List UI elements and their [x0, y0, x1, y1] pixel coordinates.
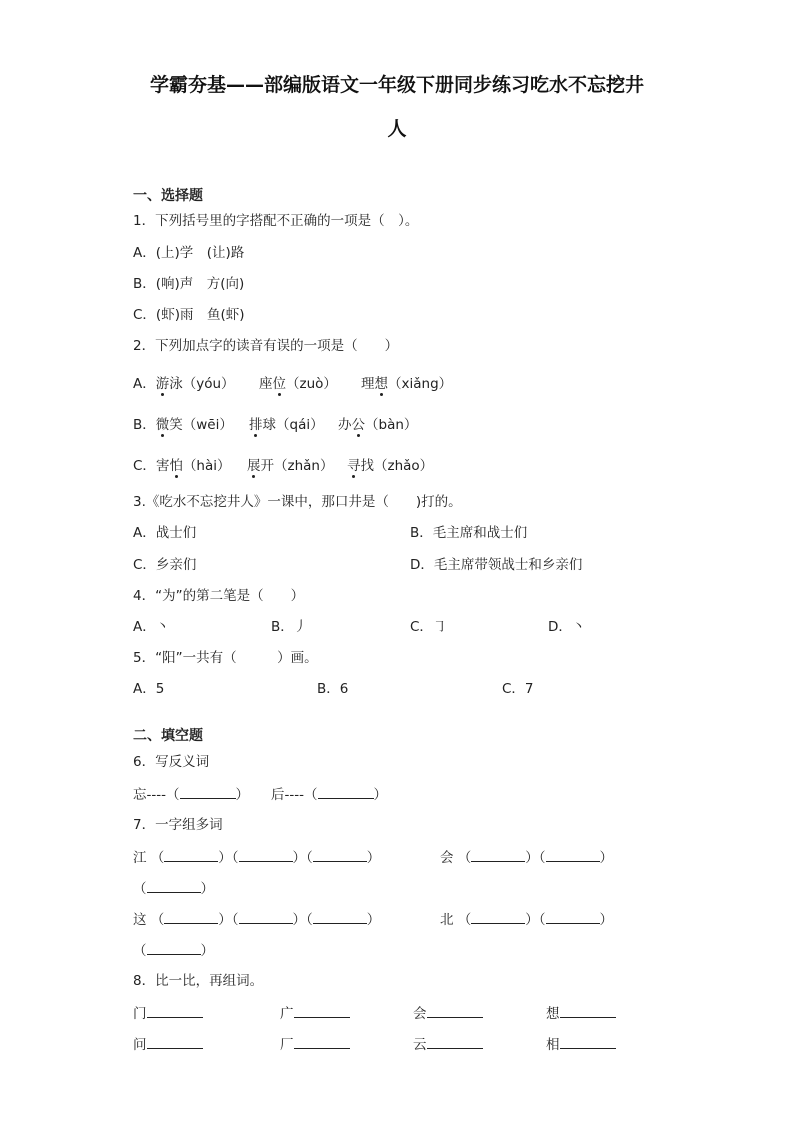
compare-char: 相 — [546, 1037, 560, 1053]
answer-blank[interactable] — [294, 1034, 350, 1049]
compare-char: 云 — [413, 1037, 427, 1053]
option-text: 找（zhǎo） — [360, 458, 434, 474]
question-5-option-c: C．7 — [502, 681, 534, 697]
answer-blank[interactable] — [239, 909, 293, 924]
paren-close: ） — [218, 850, 232, 866]
compare-char: 厂 — [280, 1037, 294, 1053]
paren-open: （ — [133, 881, 147, 897]
paren-open: （ — [306, 912, 313, 928]
question-8-row2-item3 — [413, 1034, 483, 1054]
answer-blank[interactable] — [560, 1003, 616, 1018]
option-label: C． — [133, 458, 156, 474]
dotted-char: 排 — [249, 417, 263, 433]
question-5-stem: 5．“阳”一共有（ ）画。 — [133, 650, 318, 666]
question-7-stem: 7．一字组多词 — [133, 817, 223, 833]
paren-open: （ — [231, 850, 239, 866]
paren-close: ） — [200, 881, 214, 897]
answer-blank[interactable] — [427, 1034, 483, 1049]
answer-blank[interactable] — [180, 784, 236, 799]
paren-close: ） — [525, 912, 539, 928]
question-7-row1-left — [133, 847, 380, 867]
paren-open: （ — [457, 912, 472, 928]
answer-blank[interactable] — [318, 784, 374, 799]
question-7-row1-right — [440, 847, 613, 867]
question-8-row2-item4 — [546, 1034, 616, 1054]
dotted-char: 位 — [272, 376, 286, 392]
question-6-item-1 — [133, 784, 249, 804]
question-7-row2-left — [133, 909, 380, 929]
paren-close: ） — [366, 850, 381, 866]
answer-blank[interactable] — [546, 909, 600, 924]
paren-open: （ — [538, 912, 546, 928]
antonym-prompt: 忘----（ — [133, 787, 180, 803]
question-2-option-b — [133, 416, 233, 434]
paren-open: （ — [457, 850, 472, 866]
dotted-char: 公 — [351, 417, 365, 433]
paren-close: ） — [292, 850, 307, 866]
question-2-option-b-word3 — [338, 416, 417, 434]
paren-close: ） — [525, 850, 539, 866]
compare-char: 广 — [280, 1006, 294, 1022]
question-7-row2-wrap — [133, 940, 214, 960]
question-7-row1-wrap — [133, 878, 214, 898]
question-1-option-a: A．(上)学 (让)路 — [133, 245, 245, 261]
question-4-stem: 4．“为”的第二笔是（ ） — [133, 588, 305, 604]
paren-open: （ — [133, 943, 147, 959]
answer-blank[interactable] — [313, 847, 367, 862]
answer-blank[interactable] — [546, 847, 600, 862]
question-8-row1-item3 — [413, 1003, 483, 1023]
question-1-option-b: B．(响)声 方(向) — [133, 276, 245, 292]
prompt-char: 会 — [440, 850, 454, 866]
paren-open: （ — [231, 912, 239, 928]
dotted-char: 想 — [374, 376, 388, 392]
compare-char: 想 — [546, 1006, 560, 1022]
option-text: （xiǎng） — [388, 376, 453, 392]
question-1-option-c: C．(虾)雨 鱼(虾) — [133, 307, 245, 323]
answer-blank[interactable] — [471, 847, 525, 862]
question-8-row2-item1 — [133, 1034, 203, 1054]
option-text: 泳（yóu） — [169, 376, 235, 392]
question-2-option-c-word3 — [347, 457, 433, 475]
paren-open: （ — [538, 850, 546, 866]
answer-blank[interactable] — [471, 909, 525, 924]
page-title-line2: 人 — [387, 118, 407, 140]
option-text: 座 — [259, 376, 273, 392]
dotted-char: 微 — [155, 417, 170, 433]
answer-blank[interactable] — [239, 847, 293, 862]
question-8-row1-item2 — [280, 1003, 350, 1023]
question-6-stem: 6．写反义词 — [133, 754, 210, 770]
dotted-char: 寻 — [347, 458, 361, 474]
paren-open: （ — [150, 850, 165, 866]
paren-close: ） — [599, 912, 614, 928]
question-6-item-2 — [271, 784, 387, 804]
answer-blank[interactable] — [164, 847, 218, 862]
prompt-char: 江 — [133, 850, 147, 866]
dotted-char: 展 — [247, 458, 261, 474]
question-1-stem: 1．下列括号里的字搭配不正确的一项是（ ）。 — [133, 213, 419, 229]
question-3-option-d: D．毛主席带领战士和乡亲们 — [410, 557, 583, 573]
question-3-stem: 3.《吃水不忘挖井人》一课中，那口井是（ )打的。 — [133, 494, 462, 510]
question-3-option-b: B．毛主席和战士们 — [410, 525, 528, 541]
question-5-option-a: A．5 — [133, 681, 165, 697]
dotted-char: 怕 — [169, 458, 183, 474]
question-2-stem: 2．下列加点字的读音有误的一项是（ ） — [133, 338, 399, 354]
question-2-option-c-word2 — [247, 457, 333, 475]
question-8-row1-item4 — [546, 1003, 616, 1023]
question-4-option-a: A．丶 — [133, 619, 170, 635]
option-text: （bàn） — [365, 417, 418, 433]
answer-blank[interactable] — [164, 909, 218, 924]
section-heading-fill: 二、填空题 — [133, 728, 203, 744]
compare-char: 问 — [133, 1037, 147, 1053]
page-title-line1: 学霸夯基——部编版语文一年级下册同步练习吃水不忘挖井 — [149, 74, 644, 96]
option-label: B． — [133, 417, 156, 433]
question-8-row1-item1 — [133, 1003, 203, 1023]
answer-blank[interactable] — [427, 1003, 483, 1018]
antonym-prompt: 后----（ — [271, 787, 318, 803]
question-3-option-a: A．战士们 — [133, 525, 197, 541]
answer-blank[interactable] — [560, 1034, 616, 1049]
answer-blank[interactable] — [147, 1003, 203, 1018]
question-2-option-c — [133, 457, 231, 475]
question-4-option-b: B．丿 — [271, 619, 308, 635]
option-text: 理 — [361, 376, 375, 392]
paren-close: ） — [218, 912, 232, 928]
paren-close: ） — [292, 912, 307, 928]
prompt-char: 这 — [133, 912, 147, 928]
question-2-option-a — [133, 375, 235, 393]
paren-close: ） — [366, 912, 381, 928]
dotted-char: 游 — [155, 376, 170, 392]
answer-blank[interactable] — [147, 1034, 203, 1049]
compare-char: 门 — [133, 1006, 147, 1022]
question-4-option-d: D．丶 — [548, 619, 586, 635]
answer-blank[interactable] — [313, 909, 367, 924]
question-7-row2-right — [440, 909, 613, 929]
question-2-option-a-word3 — [361, 375, 452, 393]
option-text: 办 — [338, 417, 352, 433]
option-text: （hài） — [182, 458, 231, 474]
answer-blank[interactable] — [147, 878, 201, 893]
option-label: A． — [133, 376, 156, 392]
option-text: 球（qái） — [262, 417, 324, 433]
question-4-option-c: C．㇆ — [410, 619, 447, 635]
compare-char: 会 — [413, 1006, 427, 1022]
paren-open: （ — [306, 850, 313, 866]
paren-open: （ — [150, 912, 165, 928]
question-5-option-b: B．6 — [317, 681, 349, 697]
paren-close: ） — [200, 943, 214, 959]
answer-blank[interactable] — [294, 1003, 350, 1018]
answer-blank[interactable] — [147, 940, 201, 955]
section-heading-choice: 一、选择题 — [133, 188, 203, 204]
prompt-char: 北 — [440, 912, 454, 928]
question-8-row2-item2 — [280, 1034, 350, 1054]
paren-close: ） — [373, 787, 387, 803]
option-text: 笑（wēi） — [169, 417, 233, 433]
option-text: 害 — [155, 458, 170, 474]
question-3-option-c: C．乡亲们 — [133, 557, 197, 573]
option-text: 开（zhǎn） — [260, 458, 334, 474]
paren-close: ） — [599, 850, 614, 866]
question-2-option-a-word2 — [259, 375, 337, 393]
paren-close: ） — [235, 787, 249, 803]
question-8-stem: 8．比一比，再组词。 — [133, 973, 264, 989]
option-text: （zuò） — [286, 376, 337, 392]
question-2-option-b-word2 — [249, 416, 324, 434]
